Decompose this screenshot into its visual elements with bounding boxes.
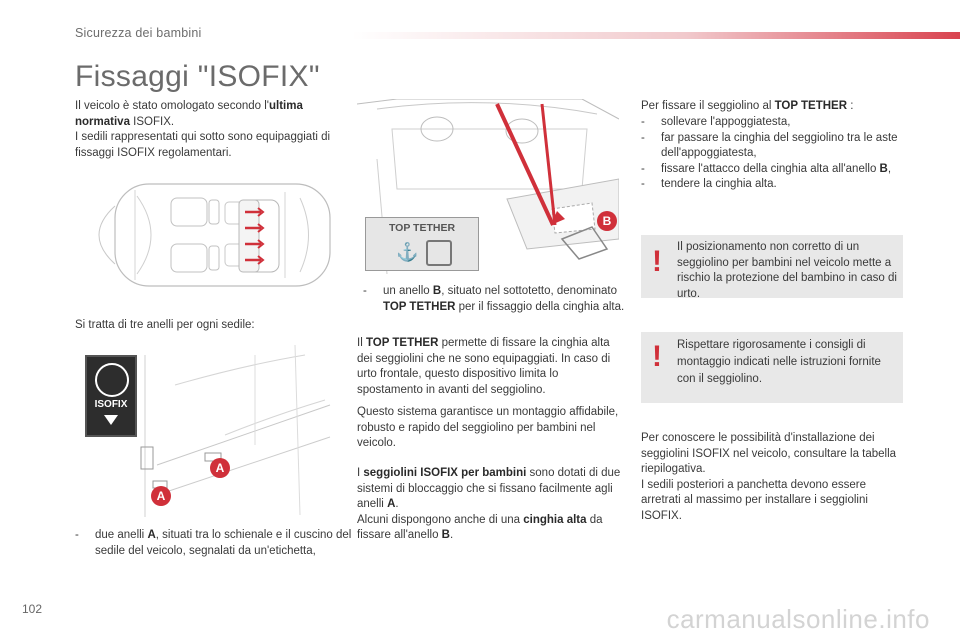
bullet-anchor-b [363, 284, 639, 315]
intro-bold: ultima normativa [75, 100, 303, 128]
intro-text: Il veicolo è stato omologato secondo l' [75, 100, 269, 112]
fix-text: Per fissare il seggiolino al [641, 100, 775, 112]
belt-text: da fissare all'anello [357, 513, 603, 541]
anchor-icon: ⚓ [396, 242, 419, 262]
bullet-bold: A [147, 529, 156, 541]
tt-bold: TOP TETHER [365, 337, 439, 349]
info-paragraph [641, 431, 903, 524]
fix-step [641, 162, 903, 178]
warning-text: Rispettare rigorosamente i consigli di montaggio indicati nelle istruzioni fornite con il seggiolino. [677, 339, 881, 385]
step-dash: - [641, 178, 645, 190]
tt-text-end: permette di fissare la cinghia alta dei seggiolini che ne sono equipaggiati. In caso di urto frontale, questo dispositivo limita lo spostamento in avanti del seggiolino. [357, 337, 611, 396]
step-text: tendere la cinghia alta. [661, 178, 777, 190]
info-line: I sedili posteriori a panchetta devono essere arretrati al massimo per installare i seggiolini ISOFIX. [641, 478, 868, 522]
seats-bold: seggiolini ISOFIX per bambini [363, 467, 527, 479]
bullet-text-end: , situati tra lo schienale e il cuscino del sedile del veicolo, segnalati da un'etichetta, [95, 529, 352, 557]
top-tether-illustration [357, 99, 619, 274]
fix-step [641, 131, 903, 162]
isofix-seat-illustration [75, 345, 337, 517]
top-tether-label [365, 217, 479, 271]
bullet-text-end: per il fissaggio della cinghia alta. [455, 300, 625, 313]
anchor-a-marker: A [210, 458, 230, 478]
top-tether-label-text: TOP TETHER [388, 222, 456, 234]
step-dash: - [641, 162, 645, 175]
page-title: Fissaggi "ISOFIX" [75, 60, 320, 93]
watermark: carmanualsonline.info [666, 604, 930, 634]
step-dash: - [641, 131, 645, 144]
bullet-bold: B [432, 285, 442, 297]
seats-text-end: . [395, 498, 399, 510]
isofix-seat-icon [95, 363, 129, 397]
seats-text: I [357, 467, 364, 479]
step-text: far passare la cinghia del seggiolino tra le aste dell'appoggiatesta, [661, 131, 898, 159]
isofix-seats-paragraph [357, 466, 621, 544]
anchor-a-marker: A [151, 486, 171, 506]
bullet-dash: - [75, 529, 79, 541]
bullet-text: , situato nel sottotetto, denominato [441, 285, 617, 297]
step-text: sollevare l'appoggiatesta, [661, 116, 791, 128]
warning-box-positioning [641, 235, 903, 298]
fix-text-end: : [847, 100, 854, 112]
fix-bold: TOP TETHER [774, 100, 848, 112]
bullet-text: due anelli [95, 529, 148, 541]
rings-intro: Si tratta di tre anelli per ogni sedile: [75, 319, 255, 331]
step-text-end: , [887, 162, 892, 175]
fix-step [641, 115, 903, 131]
seats-text: sono dotati di due sistemi di bloccaggio che si fissano facilmente agli anelli [357, 467, 621, 510]
car-top-view-illustration [75, 176, 337, 294]
isofix-label [85, 355, 137, 437]
header-rule [352, 32, 960, 39]
belt-text-end: . [449, 529, 454, 541]
child-seat-icon [426, 240, 452, 266]
fix-intro [641, 99, 903, 115]
intro-paragraph [75, 99, 337, 161]
intro-text-end: ISOFIX. [129, 115, 175, 128]
tt-text: Il [357, 337, 366, 349]
bullet-text: un anello [383, 285, 433, 297]
bullet-anchor-a [75, 528, 357, 559]
info-line: Per conoscere le possibilità d'installazione dei seggiolini ISOFIX nel veicolo, consultare la tabella riepilogativa. [641, 432, 897, 475]
fix-steps-list [641, 115, 903, 193]
bullet-dash: - [363, 285, 367, 297]
step-text: fissare l'attacco della cinghia alta all'anello [661, 162, 880, 175]
warning-icon: ! [652, 340, 662, 373]
section-header: Sicurezza dei bambini [75, 26, 202, 40]
intro-line2: I sedili rappresentati qui sotto sono equipaggiati di fissaggi ISOFIX regolamentari. [75, 131, 331, 159]
page-number: 102 [22, 602, 43, 616]
system-paragraph: Questo sistema garantisce un montaggio affidabile, robusto e rapido del seggiolino per bambini nel veicolo. [357, 406, 619, 449]
belt-text: Alcuni dispongono anche di una [357, 513, 524, 526]
seats-bold: A [387, 498, 396, 510]
fix-step [641, 177, 903, 193]
top-tether-paragraph [357, 336, 621, 398]
arrow-down-icon [104, 415, 118, 425]
belt-bold: B [441, 529, 450, 541]
warning-box-instructions [641, 332, 903, 403]
warning-icon: ! [652, 245, 662, 278]
isofix-label-text: ISOFIX [94, 399, 128, 410]
warning-text: Il posizionamento non corretto di un seggiolino per bambini nel veicolo mette a rischio la protezione del bambino in caso di urto. [677, 241, 897, 300]
step-bold: B [879, 162, 888, 175]
step-dash: - [641, 116, 645, 128]
bullet-bold: TOP TETHER [383, 300, 456, 313]
belt-bold: cinghia alta [523, 513, 587, 526]
anchor-b-marker: B [597, 211, 617, 231]
